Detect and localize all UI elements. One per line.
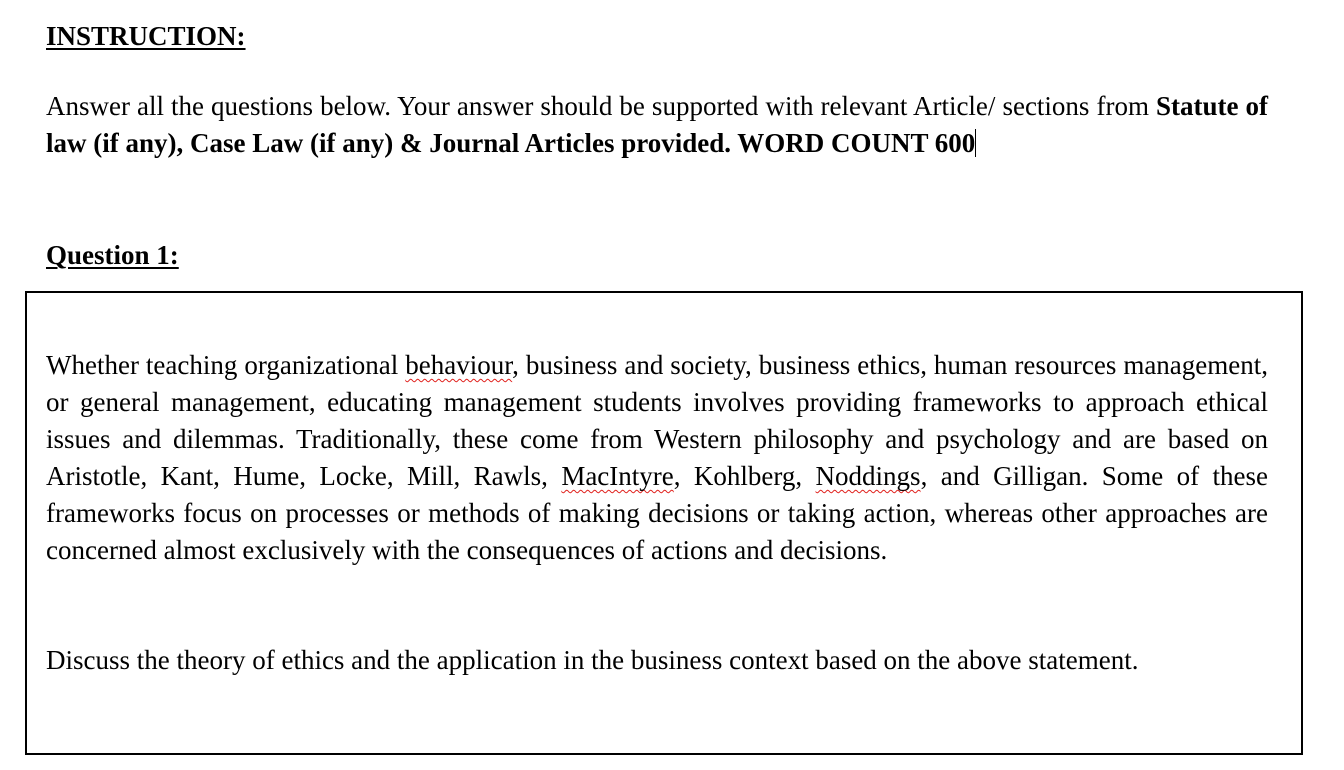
text-cursor [975, 129, 976, 157]
question-heading: Question 1: [46, 240, 179, 270]
instruction-paragraph [46, 88, 1268, 162]
question-text-part: Whether teaching organizational [46, 350, 406, 380]
question-text-part: , and Gilligan. Some of these frameworks focus on processes or methods of making decisions or taking action, whereas other approaches are concerned almost exclusively with the consequences of actions and decisions. [46, 461, 1268, 565]
spellcheck-word[interactable]: behaviour [405, 350, 513, 380]
question-text-part: , Kohlberg, [673, 461, 816, 491]
instruction-requirements: Statute of law (if any), Case Law (if any) & Journal Articles provided. WORD COUNT 600 [46, 91, 1268, 158]
question-task-paragraph: Discuss the theory of ethics and the application in the business context based on the above statement. [46, 645, 1139, 675]
instruction-text: Answer all the questions below. Your answer should be supported with relevant Article/ sections from [46, 91, 1156, 121]
question-text-part: , business and society, business ethics, human resources management, or general management, educating management students involves providing frameworks to approach ethical issues and dilemmas. Traditionally, these come from Western philosophy and psychology and are based on Aristotle, Kant, Hume, Locke, Mill, Rawls, [46, 350, 1269, 491]
spellcheck-word[interactable]: Noddings [815, 461, 921, 491]
question-paragraph [46, 347, 1268, 569]
spellcheck-word[interactable]: MacIntyre [561, 461, 674, 491]
instruction-heading: INSTRUCTION: [46, 21, 246, 51]
